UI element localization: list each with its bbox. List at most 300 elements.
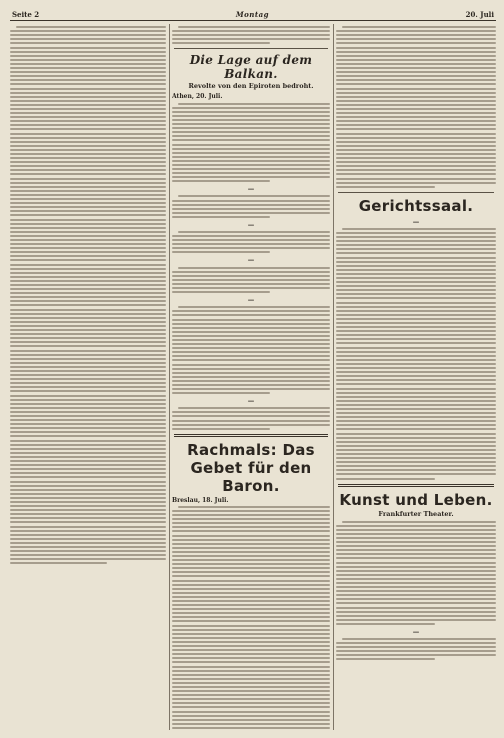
text-line bbox=[10, 124, 166, 126]
section-heading: — bbox=[247, 296, 255, 305]
text-line bbox=[336, 615, 496, 617]
text-line bbox=[172, 559, 330, 561]
text-line bbox=[172, 645, 330, 647]
text-line bbox=[172, 34, 330, 36]
text-line bbox=[10, 92, 166, 94]
text-line bbox=[10, 382, 166, 384]
text-line bbox=[172, 368, 330, 370]
text-line bbox=[336, 128, 496, 130]
text-line bbox=[172, 384, 330, 386]
text-line bbox=[172, 563, 330, 565]
text-line bbox=[172, 331, 330, 333]
text-line bbox=[336, 51, 496, 53]
text-line bbox=[336, 141, 496, 143]
text-line bbox=[336, 104, 496, 106]
text-line bbox=[172, 355, 330, 357]
text-line bbox=[10, 202, 166, 204]
text-line bbox=[10, 194, 166, 196]
text-line bbox=[336, 416, 496, 418]
text-line bbox=[172, 376, 330, 378]
headline-baron: Rachmals: Das Gebet für den Baron. bbox=[187, 440, 315, 495]
text-line bbox=[336, 34, 496, 36]
text-line bbox=[172, 608, 330, 610]
text-line bbox=[336, 79, 496, 81]
text-line bbox=[336, 173, 496, 175]
body-text bbox=[172, 195, 330, 217]
text-line bbox=[10, 501, 166, 503]
text-line bbox=[172, 323, 330, 325]
text-line bbox=[172, 620, 330, 622]
text-line bbox=[336, 619, 496, 621]
text-line bbox=[10, 481, 166, 483]
text-line bbox=[336, 582, 496, 584]
text-line bbox=[172, 131, 330, 133]
text-line bbox=[172, 204, 330, 206]
text-line bbox=[172, 275, 330, 277]
text-line bbox=[172, 168, 330, 170]
text-line bbox=[10, 173, 166, 175]
text-line bbox=[336, 437, 496, 439]
text-line bbox=[336, 392, 496, 394]
text-line bbox=[178, 506, 330, 508]
text-line bbox=[172, 279, 330, 281]
text-line bbox=[172, 547, 330, 549]
text-line bbox=[172, 347, 330, 349]
text-line bbox=[10, 530, 166, 532]
text-line bbox=[336, 457, 496, 459]
text-line bbox=[336, 594, 496, 596]
text-line bbox=[10, 304, 166, 306]
text-line bbox=[10, 521, 166, 523]
text-line bbox=[178, 267, 330, 269]
text-line bbox=[336, 281, 496, 283]
text-line bbox=[10, 34, 166, 36]
text-line bbox=[10, 128, 166, 130]
text-line bbox=[10, 145, 166, 147]
text-line bbox=[172, 682, 330, 684]
text-line bbox=[10, 190, 166, 192]
body-text bbox=[172, 267, 330, 294]
text-line bbox=[172, 30, 330, 32]
text-line bbox=[10, 526, 166, 528]
text-line bbox=[172, 310, 330, 312]
text-line bbox=[172, 148, 330, 150]
text-line bbox=[172, 625, 330, 627]
text-line bbox=[10, 517, 166, 519]
text-line bbox=[10, 411, 166, 413]
text-line bbox=[336, 322, 496, 324]
text-line bbox=[10, 350, 166, 352]
text-line bbox=[10, 333, 166, 335]
text-line bbox=[172, 180, 270, 182]
text-line bbox=[336, 232, 496, 234]
text-line bbox=[10, 513, 166, 515]
text-line bbox=[336, 285, 496, 287]
text-line bbox=[172, 291, 270, 293]
text-line bbox=[172, 612, 330, 614]
text-line bbox=[336, 306, 496, 308]
text-line bbox=[336, 265, 496, 267]
text-line bbox=[336, 578, 496, 580]
text-line bbox=[336, 602, 496, 604]
text-line bbox=[336, 149, 496, 151]
text-line bbox=[10, 284, 166, 286]
text-line bbox=[10, 243, 166, 245]
text-line bbox=[10, 341, 166, 343]
subheadline: Revolte von den Epiroten bedroht. bbox=[188, 82, 314, 91]
column-divider bbox=[333, 24, 334, 730]
text-line bbox=[10, 296, 166, 298]
text-line bbox=[10, 468, 166, 470]
text-line bbox=[336, 318, 496, 320]
text-line bbox=[172, 339, 330, 341]
text-line bbox=[10, 448, 166, 450]
text-line bbox=[10, 38, 166, 40]
text-line bbox=[336, 433, 496, 435]
divider bbox=[174, 434, 328, 437]
text-line bbox=[172, 359, 330, 361]
text-line bbox=[336, 359, 496, 361]
text-line bbox=[336, 541, 496, 543]
text-line bbox=[10, 96, 166, 98]
text-line bbox=[172, 510, 330, 512]
text-line bbox=[10, 42, 166, 44]
text-line bbox=[10, 456, 166, 458]
text-line bbox=[10, 75, 166, 77]
text-line bbox=[336, 273, 496, 275]
text-line bbox=[336, 379, 496, 381]
text-line bbox=[336, 182, 496, 184]
text-line bbox=[10, 276, 166, 278]
text-line bbox=[172, 283, 330, 285]
text-line bbox=[172, 694, 330, 696]
divider bbox=[338, 484, 494, 487]
headline-balkan: Die Lage auf dem Balkan. bbox=[189, 53, 313, 82]
text-line bbox=[336, 611, 496, 613]
text-line bbox=[172, 156, 330, 158]
body-text bbox=[172, 26, 330, 44]
text-line bbox=[172, 152, 330, 154]
text-line bbox=[172, 604, 330, 606]
column-3 bbox=[336, 24, 496, 730]
text-line bbox=[10, 538, 166, 540]
body-text bbox=[336, 228, 496, 480]
text-line bbox=[336, 153, 496, 155]
divider bbox=[338, 192, 494, 193]
text-line bbox=[336, 590, 496, 592]
text-line bbox=[336, 396, 496, 398]
text-line bbox=[336, 244, 496, 246]
text-line bbox=[172, 135, 330, 137]
text-line bbox=[172, 351, 330, 353]
text-line bbox=[336, 314, 496, 316]
text-line bbox=[172, 271, 330, 273]
text-line bbox=[10, 452, 166, 454]
text-line bbox=[336, 42, 496, 44]
text-line bbox=[336, 371, 496, 373]
text-line bbox=[10, 317, 166, 319]
text-line bbox=[336, 347, 496, 349]
text-line bbox=[336, 257, 496, 259]
text-line bbox=[172, 160, 330, 162]
text-line bbox=[10, 59, 166, 61]
text-line bbox=[172, 686, 330, 688]
text-line bbox=[10, 71, 166, 73]
text-line bbox=[10, 407, 166, 409]
text-line bbox=[10, 534, 166, 536]
text-line bbox=[172, 388, 330, 390]
text-line bbox=[10, 562, 107, 564]
text-line bbox=[10, 337, 166, 339]
text-line bbox=[10, 83, 166, 85]
text-line bbox=[172, 314, 330, 316]
text-line bbox=[178, 26, 330, 28]
text-line bbox=[172, 42, 270, 44]
text-line bbox=[336, 478, 435, 480]
text-line bbox=[10, 63, 166, 65]
text-line bbox=[172, 674, 330, 676]
text-line bbox=[172, 200, 330, 202]
text-line bbox=[10, 542, 166, 544]
text-line bbox=[336, 355, 496, 357]
text-line bbox=[336, 623, 435, 625]
text-line bbox=[10, 419, 166, 421]
text-line bbox=[10, 435, 166, 437]
text-line bbox=[10, 427, 166, 429]
text-line bbox=[336, 607, 496, 609]
text-line bbox=[172, 176, 330, 178]
section-heading: — bbox=[247, 397, 255, 406]
text-line bbox=[336, 533, 496, 535]
text-line bbox=[10, 153, 166, 155]
text-line bbox=[336, 55, 496, 57]
text-line bbox=[336, 408, 496, 410]
text-line bbox=[336, 461, 496, 463]
text-line bbox=[10, 399, 166, 401]
text-line bbox=[10, 137, 166, 139]
text-line bbox=[10, 47, 166, 49]
section-heading: — bbox=[247, 185, 255, 194]
section-heading: — bbox=[247, 220, 255, 229]
text-line bbox=[172, 588, 330, 590]
text-line bbox=[10, 325, 166, 327]
text-line bbox=[336, 473, 496, 475]
text-line bbox=[10, 288, 166, 290]
text-line bbox=[10, 79, 166, 81]
text-line bbox=[336, 92, 496, 94]
text-line bbox=[178, 407, 330, 409]
text-line bbox=[172, 372, 330, 374]
text-line bbox=[172, 411, 330, 413]
text-line bbox=[172, 727, 330, 729]
text-line bbox=[16, 26, 166, 28]
text-line bbox=[336, 252, 496, 254]
text-line bbox=[172, 555, 330, 557]
text-line bbox=[336, 586, 496, 588]
text-line bbox=[336, 75, 496, 77]
text-line bbox=[336, 420, 496, 422]
text-line bbox=[172, 526, 330, 528]
text-line bbox=[342, 228, 496, 230]
text-line bbox=[10, 259, 166, 261]
text-line bbox=[336, 351, 496, 353]
text-line bbox=[10, 30, 166, 32]
text-line bbox=[10, 219, 166, 221]
text-line bbox=[172, 719, 330, 721]
text-line bbox=[10, 55, 166, 57]
text-line bbox=[336, 465, 496, 467]
text-line bbox=[10, 206, 166, 208]
text-line bbox=[172, 629, 330, 631]
text-line bbox=[10, 309, 166, 311]
text-line bbox=[172, 243, 330, 245]
column-2 bbox=[172, 24, 330, 730]
text-line bbox=[336, 112, 496, 114]
issue-date: 20. Juli bbox=[465, 9, 494, 19]
text-line bbox=[172, 539, 330, 541]
header-rule bbox=[10, 20, 496, 21]
text-line bbox=[172, 522, 330, 524]
text-line bbox=[336, 537, 496, 539]
body-text bbox=[172, 506, 330, 730]
text-line bbox=[10, 67, 166, 69]
text-line bbox=[172, 649, 330, 651]
text-line bbox=[336, 553, 496, 555]
text-line bbox=[10, 292, 166, 294]
text-line bbox=[10, 120, 166, 122]
text-line bbox=[10, 378, 166, 380]
text-line bbox=[336, 269, 496, 271]
text-line bbox=[172, 571, 330, 573]
text-line bbox=[172, 247, 330, 249]
text-line bbox=[336, 133, 496, 135]
text-line bbox=[336, 428, 496, 430]
text-line bbox=[10, 374, 166, 376]
text-line bbox=[10, 141, 166, 143]
text-line bbox=[172, 592, 330, 594]
text-line bbox=[172, 535, 330, 537]
text-line bbox=[336, 598, 496, 600]
text-line bbox=[172, 335, 330, 337]
body-text bbox=[172, 103, 330, 183]
text-line bbox=[10, 370, 166, 372]
text-line bbox=[336, 383, 496, 385]
text-line bbox=[10, 210, 166, 212]
text-line bbox=[172, 584, 330, 586]
text-line bbox=[336, 302, 496, 304]
text-line bbox=[172, 343, 330, 345]
text-line bbox=[336, 71, 496, 73]
text-line bbox=[336, 186, 435, 188]
text-line bbox=[336, 412, 496, 414]
text-line bbox=[10, 133, 166, 135]
text-line bbox=[10, 198, 166, 200]
text-line bbox=[336, 441, 496, 443]
body-text bbox=[336, 26, 496, 188]
text-line bbox=[336, 30, 496, 32]
text-line bbox=[336, 100, 496, 102]
text-line bbox=[10, 485, 166, 487]
text-line bbox=[10, 88, 166, 90]
text-line bbox=[336, 566, 496, 568]
text-line bbox=[172, 119, 330, 121]
body-text bbox=[172, 231, 330, 253]
text-line bbox=[172, 678, 330, 680]
text-line bbox=[10, 464, 166, 466]
text-line bbox=[10, 268, 166, 270]
section-heading: — bbox=[412, 217, 420, 226]
text-line bbox=[336, 96, 496, 98]
text-line bbox=[336, 248, 496, 250]
text-line bbox=[172, 600, 330, 602]
text-line bbox=[172, 38, 330, 40]
text-line bbox=[10, 272, 166, 274]
text-line bbox=[336, 120, 496, 122]
text-line bbox=[336, 367, 496, 369]
text-line bbox=[10, 112, 166, 114]
text-line bbox=[10, 231, 166, 233]
text-line bbox=[10, 300, 166, 302]
text-line bbox=[172, 144, 330, 146]
text-line bbox=[336, 342, 496, 344]
text-line bbox=[172, 111, 330, 113]
text-line bbox=[336, 277, 496, 279]
section-heading: — bbox=[247, 256, 255, 265]
text-line bbox=[336, 108, 496, 110]
text-line bbox=[10, 313, 166, 315]
text-line bbox=[10, 104, 166, 106]
text-line bbox=[172, 698, 330, 700]
text-line bbox=[172, 706, 330, 708]
text-line bbox=[178, 195, 330, 197]
text-line bbox=[10, 354, 166, 356]
text-line bbox=[336, 137, 496, 139]
text-line bbox=[10, 509, 166, 511]
text-line bbox=[10, 149, 166, 151]
text-line bbox=[10, 345, 166, 347]
headline-gericht: Gerichtssaal. bbox=[358, 196, 474, 215]
text-line bbox=[336, 646, 496, 648]
text-line bbox=[172, 567, 330, 569]
text-line bbox=[10, 505, 166, 507]
text-line bbox=[172, 666, 330, 668]
divider bbox=[174, 48, 328, 49]
text-line bbox=[10, 169, 166, 171]
text-line bbox=[172, 616, 330, 618]
text-line bbox=[336, 83, 496, 85]
text-line bbox=[336, 545, 496, 547]
text-line bbox=[172, 428, 270, 430]
page-number: Seite 2 bbox=[12, 9, 40, 19]
text-line bbox=[172, 551, 330, 553]
text-line bbox=[172, 702, 330, 704]
text-line bbox=[336, 549, 496, 551]
text-line bbox=[172, 543, 330, 545]
text-line bbox=[336, 445, 496, 447]
text-line bbox=[172, 172, 330, 174]
text-line bbox=[336, 169, 496, 171]
text-line bbox=[172, 164, 330, 166]
text-line bbox=[172, 575, 330, 577]
text-line bbox=[172, 653, 330, 655]
text-line bbox=[172, 424, 330, 426]
text-line bbox=[336, 338, 496, 340]
text-line bbox=[336, 326, 496, 328]
text-line bbox=[10, 366, 166, 368]
text-line bbox=[172, 107, 330, 109]
text-line bbox=[336, 261, 496, 263]
text-line bbox=[10, 100, 166, 102]
